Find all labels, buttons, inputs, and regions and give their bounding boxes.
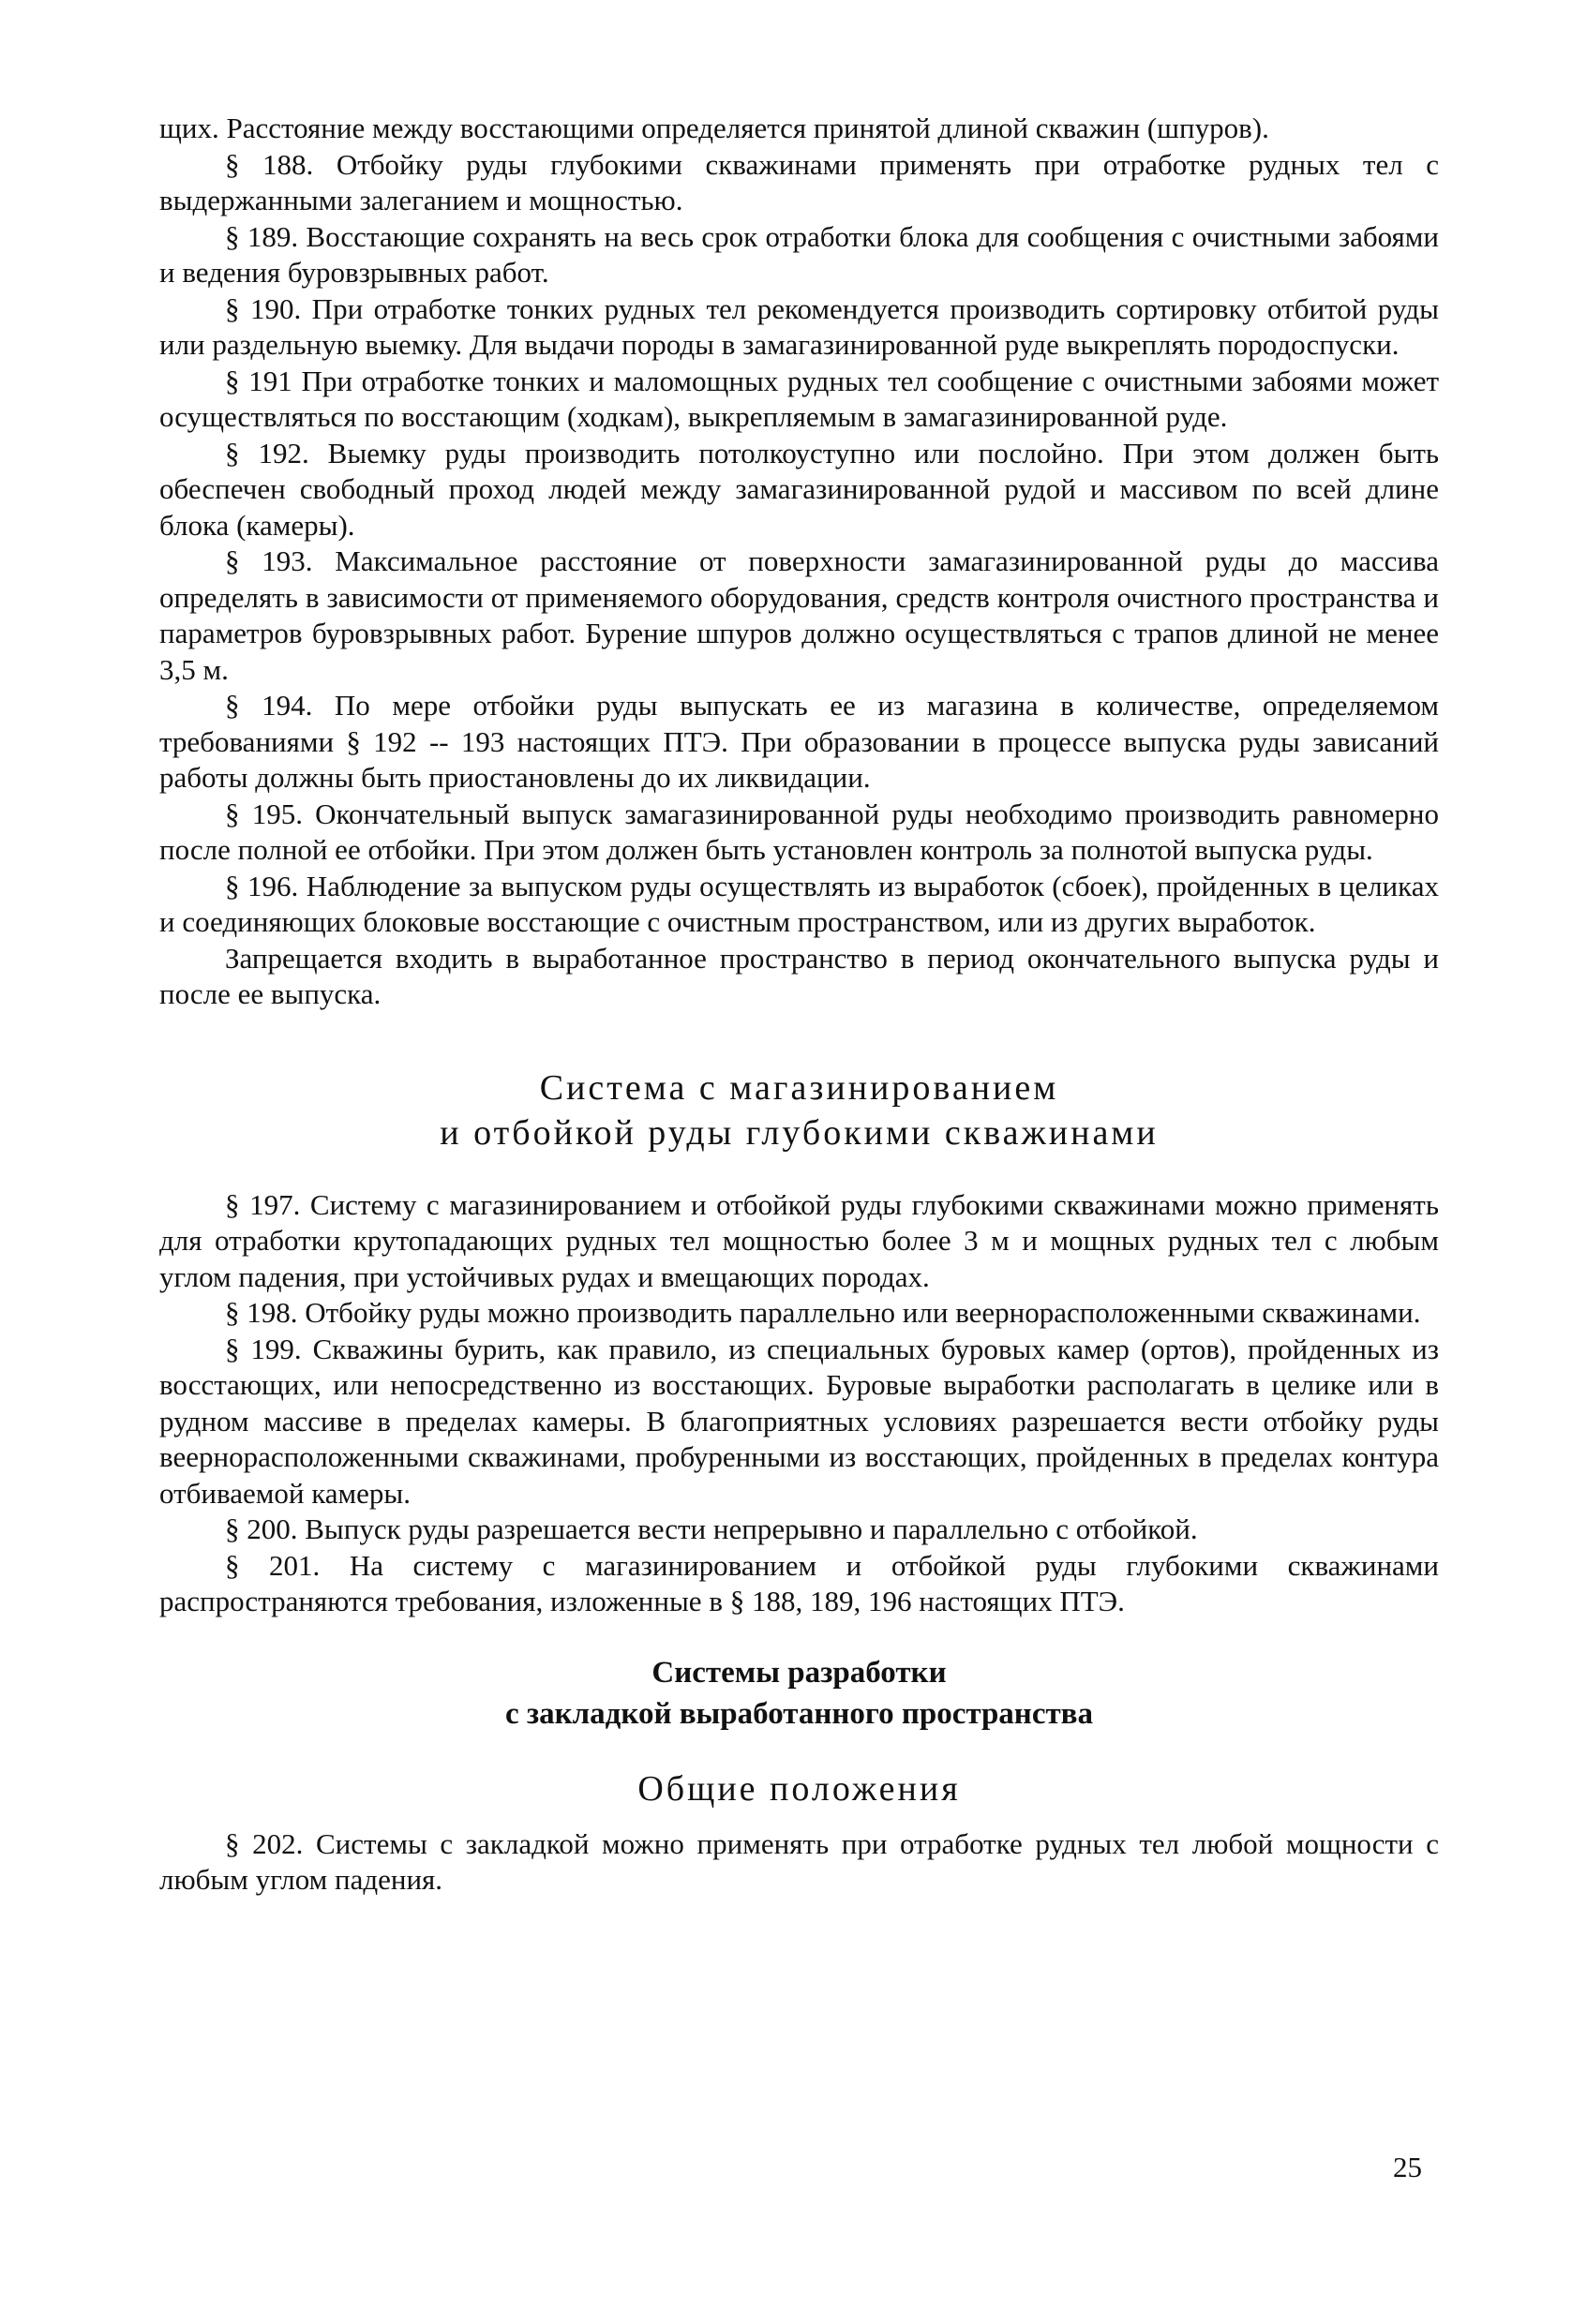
paragraph-200: § 200. Выпуск руды разрешается вести непрерывно и параллельно с отбойкой. (225, 1512, 1198, 1545)
subsection-title-general: Общие положения (637, 1768, 961, 1809)
paragraph-190: § 190. При отработке тонких рудных тел рекомендуется производить сортировку отбитой руды или раздельную выемку. Для выдачи породы в замагазинированной руде выкреплять породоспуски. (159, 291, 1439, 361)
section-title-line1: Система с магазинированием (539, 1067, 1059, 1108)
section-title-line2: и отбойкой руды глубокими скважинами (440, 1112, 1159, 1153)
paragraph-197: § 197. Систему с магазинированием и отбойкой руды глубокими скважинами можно применять для отработки крутопадающих рудных тел мощностью более 3 м и мощных рудных тел с любым углом падения, при устойчивых рудах и вмещающих породах. (159, 1187, 1439, 1293)
section-heading-backfill (159, 1652, 1439, 1735)
paragraph-202: § 202. Системы с закладкой можно применять при отработке рудных тел любой мощности с любым углом падения. (159, 1826, 1439, 1896)
section-heading-magazining (159, 1065, 1439, 1155)
page-number: 25 (1393, 2151, 1422, 2183)
paragraph-191: § 191 При отработке тонких и маломощных рудных тел сообщение с очистными забоями может осуществляться по восстающим (ходкам), выкрепляемым в замагазинированной руде. (159, 364, 1439, 433)
section2-paragraphs (159, 1826, 1439, 1899)
section2-title-line1: Системы разработки (651, 1655, 947, 1690)
paragraph-continuation: щих. Расстояние между восстающими определяется принятой длиной скважин (шпуров). (159, 112, 1269, 144)
paragraph-198: § 198. Отбойку руды можно производить параллельно или веернорасположенными скважинами. (225, 1296, 1421, 1329)
section2-title-line2: с закладкой выработанного пространства (504, 1696, 1094, 1731)
paragraph-195: § 195. Окончательный выпуск замагазинированной руды необходимо производить равномерно после полной ее отбойки. При этом должен быть установлен контроль за полнотой выпуска руды. (159, 797, 1439, 866)
paragraph-192: § 192. Выемку руды производить потолкоуступно или послойно. При этом должен быть обеспечен свободный проход людей между замагазинированной рудой и массивом по всей длине блока (камеры). (159, 436, 1439, 542)
top-paragraphs (159, 111, 1439, 1013)
paragraph-prohibition: Запрещается входить в выработанное пространство в период окончательного выпуска руды и после ее выпуска. (159, 941, 1439, 1010)
paragraph-188: § 188. Отбойку руды глубокими скважинами применять при отработке рудных тел с выдержанными залеганием и мощностью. (159, 147, 1439, 216)
paragraph-189: § 189. Восстающие сохранять на весь срок отработки блока для сообщения с очистными забоями и ведения буровзрывных работ. (159, 219, 1439, 289)
paragraph-199: § 199. Скважины бурить, как правило, из специальных буровых камер (ортов), пройденных из восстающих, или непосредственно из восстающих. Буровые выработки располагать в целике или в рудном массиве в пределах камеры. В благоприятных условиях разрешается вести отбойку руды веернорасположенными скважинами, пробуренными из восстающих, пройденных в пределах контура отбиваемой камеры. (159, 1332, 1439, 1510)
paragraph-193: § 193. Максимальное расстояние от поверхности замагазинированной руды до массива определять в зависимости от применяемого оборудования, средств контроля очистного пространства и параметров буровзрывных работ. Бурение шпуров должно осуществляться с трапов длиной не менее 3,5 м. (159, 544, 1439, 686)
section1-paragraphs (159, 1187, 1439, 1620)
paragraph-196: § 196. Наблюдение за выпуском руды осуществлять из выработок (сбоек), пройденных в целиках и соединяющих блоковые восстающие с очистным пространством, или из других выработок. (159, 869, 1439, 938)
paragraph-194: § 194. По мере отбойки руды выпускать ее из магазина в количестве, определяемом требованиями § 192 -- 193 настоящих ПТЭ. При образовании в процессе выпуска руды зависаний работы должны быть приостановлены до их ликвидации. (159, 689, 1439, 794)
page-body (159, 111, 1439, 1899)
paragraph-201: § 201. На систему с магазинированием и отбойкой руды глубокими скважинами распространяются требования, изложенные в § 188, 189, 196 настоящих ПТЭ. (159, 1548, 1439, 1617)
